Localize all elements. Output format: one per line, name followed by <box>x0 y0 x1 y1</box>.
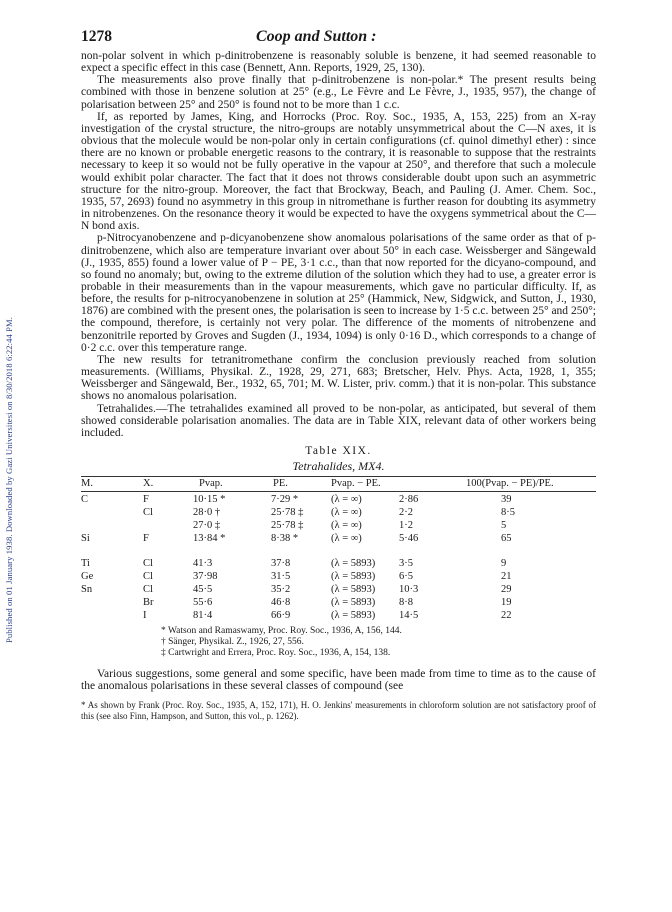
table-cell: 8·8 <box>399 597 413 608</box>
publication-note: Published on 01 January 1938. Downloaded by Gazi Universitesi on 8/30/2018 6:22:44 PM. <box>4 316 14 644</box>
table-cell: 6·5 <box>399 571 413 582</box>
paragraph: Various suggestions, some general and some specific, have been made from time to time as to the cause of the anomalous polarisations in these several classes of compound (see <box>81 668 596 693</box>
table-subtitle: Tetrahalides, MX4. <box>292 459 385 473</box>
table-cell: I <box>143 610 147 621</box>
footnote: * As shown by Frank (Proc. Roy. Soc., 1935, A, 152, 171), H. O. Jenkins' measurements in chloroform solution are not satisfactory proof of this (see also Finn, Hampson, and Sutton, this vol., p. 1262). <box>81 700 596 721</box>
table-cell: F <box>143 494 149 505</box>
table-cell: 9 <box>501 558 507 569</box>
paragraph: p-Nitrocyanobenzene and p-dicyanobenzene show anomalous polarisations of the same order as that of p-dinitrobenzene, which also are temperature invariant over about 50° in each case. Weissberger and Sängewald (J., 1935, 855) found a lower value of P − PE, 3·1 c.c., than that now reported for the dicyano-compound, and so found no anomaly; but, owing to the extreme dilution of the solution which they had to use, a greater error is probable in their measurements than in the vapour measurements, which gave no particular difficulty. If, as before, the results for p-nitrocyanobenzene in solution at 25° (Hammick, New, Sidgwick, and Sutton, J., 1930, 1876) are combined with the present ones, the polarisation is seen to increase by 1·5 c.c. between 25° and 250°; the compound, therefore, is certainly not very polar. The difference of the moments of nitrobenzene and benzonitrile reported by Groves and Sugden (J., 1934, 1094) is only 0·16 D., which corresponds to a change of 0·2 c.c. over this temperature range. <box>81 232 596 354</box>
table-cell: 27·0 ‡ <box>193 520 221 531</box>
table-cell: (λ = 5893) <box>331 558 376 569</box>
table-cell: (λ = 5893) <box>331 571 376 582</box>
page <box>81 28 596 730</box>
table-cell: 37·8 <box>271 558 291 569</box>
table-caption: Table XIX. <box>305 445 372 457</box>
table-cell: 8·5 <box>501 507 515 518</box>
table-cell: 45·5 <box>193 584 213 595</box>
table-cell: 21 <box>501 571 512 582</box>
table-cell: Cl <box>143 571 153 582</box>
table-cell: 65 <box>501 533 512 544</box>
paragraph: If, as reported by James, King, and Horrocks (Proc. Roy. Soc., 1935, A, 153, 225) from an X-ray investigation of the crystal structure, the nitro-groups are notably unsymmetrical about the C—N axes, it is obvious that the molecule would be non-polar only in certain configurations (cf. quinol dimethyl ether) : since there are no known or probable energetic reasons to the contrary, it is reasonable to suppose that the restraints necessary to keep it so would not be fully operative in the vapour at 250°, and therefore that such a molecule would exhibit polar character. The fact that it does not throws considerable doubt upon such an asymmetric structure for the nitro-group. Moreover, the fact that Brockway, Beach, and Pauling (J. Amer. Chem. Soc., 1935, 57, 2693) found no asymmetry in this group in nitromethane is further reason for doubting its asymmetry in nitrobenzenes. On the resonance theory it would be expected to have the oxygens symmetrical about the C—N bond axis. <box>81 110 596 233</box>
page-number: 1278 <box>81 28 112 45</box>
data-table <box>81 476 596 624</box>
table-header-cell: Pvap. <box>199 478 223 489</box>
table-cell: Cl <box>143 584 153 595</box>
table-cell: Ti <box>81 558 90 569</box>
table-cell: (λ = 5893) <box>331 610 376 621</box>
table-cell: Cl <box>143 558 153 569</box>
table-cell: 41·3 <box>193 558 213 569</box>
table-cell: 2·86 <box>399 494 419 505</box>
table-cell: 81·4 <box>193 610 213 621</box>
table-cell: 46·8 <box>271 597 291 608</box>
table-cell: (λ = 5893) <box>331 584 376 595</box>
table-cell: 3·5 <box>399 558 413 569</box>
paragraph: non-polar solvent in which p-dinitrobenzene is reasonably soluble is benzene, it had seemed reasonable to expect a specific effect in this case (Bennett, Ann. Reports, 1929, 25, 130). <box>81 50 596 75</box>
table-cell: 5 <box>501 520 507 531</box>
table-cell: 10·3 <box>399 584 419 595</box>
page-header <box>81 28 596 50</box>
table-cell: Ge <box>81 571 94 582</box>
table-cell: Si <box>81 533 90 544</box>
table-cell: 10·15 * <box>193 494 226 505</box>
paragraph: The measurements also prove finally that p-dinitrobenzene is non-polar.* The present results being combined with those in benzene solution at 25° (e.g., Le Fèvre and Le Fèvre, J., 1935, 957), the change of polarisation between 25° and 250° is found not to be more than 1 c.c. <box>81 74 596 111</box>
table-cell: 37·98 <box>193 571 218 582</box>
table-cell: 31·5 <box>271 571 291 582</box>
table-cell: 28·0 † <box>193 507 221 518</box>
paragraph: Tetrahalides.—The tetrahalides examined all proved to be non-polar, as anticipated, but several of them showed considerable polarisation anomalies. The data are in Table XIX, relevant data of other workers being included. <box>81 402 596 439</box>
table-cell: 19 <box>501 597 512 608</box>
table-cell: (λ = ∞) <box>331 520 362 531</box>
table-cell: F <box>143 533 149 544</box>
table-note: † Sänger, Physikal. Z., 1926, 27, 556. <box>161 637 304 647</box>
table-rule-head <box>81 491 596 492</box>
table-cell: 1·2 <box>399 520 413 531</box>
table-header-cell: PE. <box>273 478 288 489</box>
table-cell: 8·38 * <box>271 533 299 544</box>
table-cell: 13·84 * <box>193 533 226 544</box>
table-cell: (λ = ∞) <box>331 507 362 518</box>
table-cell: 25·78 ‡ <box>271 520 304 531</box>
table-header-cell: Pvap. − PE. <box>331 478 381 489</box>
running-title: Coop and Sutton : <box>256 28 377 45</box>
table-header-cell: 100(Pvap. − PE)/PE. <box>466 478 554 489</box>
table-cell: 14·5 <box>399 610 419 621</box>
table-note: * Watson and Ramaswamy, Proc. Roy. Soc., 1936, A, 156, 144. <box>161 626 402 636</box>
table-cell: 5·46 <box>399 533 419 544</box>
table-cell: 55·6 <box>193 597 213 608</box>
table-cell: 66·9 <box>271 610 291 621</box>
side-watermark <box>0 0 18 912</box>
table-cell: 22 <box>501 610 512 621</box>
table-cell: 29 <box>501 584 512 595</box>
table-header-cell: M. <box>81 478 93 489</box>
table-cell: 39 <box>501 494 512 505</box>
table-cell: 7·29 * <box>271 494 299 505</box>
table-cell: Br <box>143 597 154 608</box>
table-rule-top <box>81 476 596 477</box>
table-cell: 2·2 <box>399 507 413 518</box>
table-cell: (λ = ∞) <box>331 494 362 505</box>
table-header-cell: X. <box>143 478 154 489</box>
table-notes <box>161 626 596 659</box>
table-cell: 35·2 <box>271 584 291 595</box>
table-note: ‡ Cartwright and Errera, Proc. Roy. Soc., 1936, A, 154, 138. <box>161 648 391 658</box>
table-cell: (λ = ∞) <box>331 533 362 544</box>
table-cell: (λ = 5893) <box>331 597 376 608</box>
table-cell: 25·78 ‡ <box>271 507 304 518</box>
table-cell: Sn <box>81 584 93 595</box>
paragraph: The new results for tetranitromethane confirm the conclusion previously reached from solution measurements. (Williams, Physikal. Z., 1928, 29, 271, 683; Bretscher, Helv. Phys. Acta, 1928, 1, 355; Weissberger and Sängewald, Ber., 1932, 65, 701; M. W. Lister, priv. comm.) that it is non-polar. This substance shows no anomalous polarisation. <box>81 353 596 403</box>
table-cell: C <box>81 494 89 505</box>
table-cell: Cl <box>143 507 153 518</box>
